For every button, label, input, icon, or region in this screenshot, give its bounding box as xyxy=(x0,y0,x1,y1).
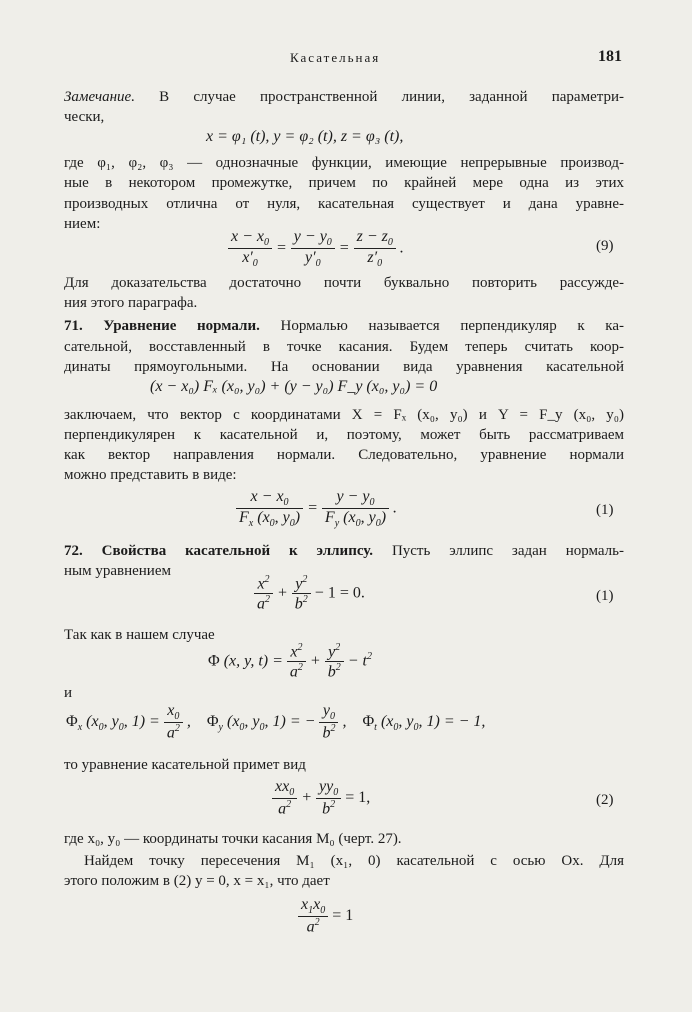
remark-line-8: ния этого параграфа. xyxy=(64,295,198,311)
ellipse-equation: $\frac{x^2}{a^2}$ + $\frac{y^2}{b^2}$ − 1 = 0. xyxy=(254,574,365,614)
section-72-text-1: Пусть эллипс задан нормаль- xyxy=(391,543,624,559)
normal-equation: $\frac{x - x_0}{F_x (x_0, y_0)}$ = $\frac{y - y_0}{F_y (x_0, y_0)}$ . xyxy=(236,488,397,529)
eq-number-1-ellipse: (1) xyxy=(596,588,614,604)
tangent-plane-equation: (x − x₀) Fₓ (x₀, y₀) + (y − y₀) F_y (x₀, y₀) = 0 xyxy=(150,378,438,395)
section-72-line-5: где x₀, y₀ — координаты точки касания M₀ (черт. 27). xyxy=(64,831,402,847)
remark-line-1 xyxy=(64,86,624,108)
section-72-line-3: Так как в нашем случае xyxy=(64,627,215,643)
section-72-line-6: Найдем точку пересечения M₁ (x₁, 0) касательной с осью Ox. Для xyxy=(84,853,624,869)
section-72-line-4: то уравнение касательной примет вид xyxy=(64,757,306,773)
remark-line-3: где φ₁, φ₂, φ₃ — однозначные функции, имеющие непрерывные производ- xyxy=(64,155,624,171)
phi-definition: Φ (x, y, t) = $\frac{x^2}{a^2}$ + $\frac{y^2}{b^2}$ − $t^2$ xyxy=(208,642,372,681)
remark-line-5: производных отлична от нуля, касательная существует и дана уравне- xyxy=(64,196,624,212)
section-71-line-5: перпендикулярен к касательной и, поэтому, может быть рассматриваем xyxy=(64,427,624,443)
eq-number-1-normal: (1) xyxy=(596,502,614,518)
remark-label: Замечание. xyxy=(64,89,135,105)
section-72-line-7: этого положим в (2) y = 0, x = x₁, что дает xyxy=(64,873,330,889)
page-number: 181 xyxy=(598,48,622,65)
section-71-line-4: заключаем, что вектор с координатами X = Fₓ (x₀, y₀) и Y = F_y (x₀, y₀) xyxy=(64,407,624,423)
eq-number-9: (9) xyxy=(596,238,614,254)
and-word: и xyxy=(64,685,73,701)
section-71-line-7: можно представить в виде: xyxy=(64,467,237,483)
remark-line-7: Для доказательства достаточно почти буквально повторить рассужде- xyxy=(64,275,624,291)
running-header xyxy=(0,50,692,74)
remark-line-2: чески, xyxy=(64,109,105,125)
tangent-space-equation: $\frac{x - x_0}{x'_0}$ = $\frac{y - y_0}{y'_0}$ = $\frac{z - z_0}{z'_0}$ . xyxy=(228,228,404,269)
section-71-title: Уравнение нормали. xyxy=(103,318,260,334)
remark-line-4: ные в некотором промежутке, причем по крайней мере одна из этих xyxy=(64,175,624,191)
section-72-number: 72. xyxy=(64,543,83,559)
section-71-line-6: как вектор направления нормали. Следовательно, уравнение нормали xyxy=(64,447,624,463)
running-title: Касательная xyxy=(290,50,381,65)
remark-line-6: нием: xyxy=(64,216,101,232)
remark-text-1: В случае пространственной линии, заданной параметри- xyxy=(159,89,624,105)
intersection-equation: $\frac{x_1x_0}{a^2}$ = 1 xyxy=(298,896,353,937)
section-71-text-1: Нормалью называется перпендикуляр к ка- xyxy=(280,318,625,334)
section-71-line-2: сательной, восставленный в точке касания. Будем теперь считать коор- xyxy=(64,339,624,355)
section-72-line-2: ным уравнением xyxy=(64,563,171,579)
phi-partials: $\Phi_x$ ($x_0$, $y_0$, 1) = $\frac{x_0}{a^2}$ , $\Phi_y$ ($x_0$, $y_0$, 1) = − $\frac{y_0}{b^2}$ , $\Phi_t$ ($x_0$, $y_0$, 1) = − 1, xyxy=(66,702,486,742)
section-71-number: 71. xyxy=(64,318,83,334)
parametric-formula: x = φ₁ (t), y = φ₂ (t), z = φ₃ (t), xyxy=(206,128,404,145)
ellipse-tangent-equation: $\frac{xx_0}{a^2}$ + $\frac{yy_0}{b^2}$ = 1, xyxy=(272,778,370,819)
section-71-heading-line xyxy=(64,315,624,337)
section-72-heading-line xyxy=(64,540,624,562)
section-71-line-3: динаты прямоугольными. На основании вида уравнения касательной xyxy=(64,359,624,375)
eq-number-2: (2) xyxy=(596,792,614,808)
section-72-title: Свойства касательной к эллипсу. xyxy=(101,543,374,559)
